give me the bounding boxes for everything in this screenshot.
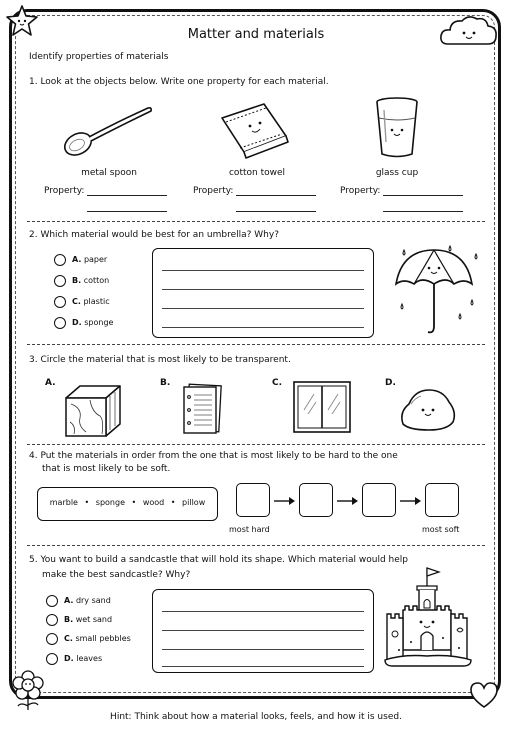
- answer-line: [162, 289, 364, 290]
- answer-line: [162, 611, 364, 612]
- property-label-2: Property:: [193, 186, 234, 196]
- q1-prompt: 1. Look at the objects below. Write one property for each material.: [29, 77, 329, 87]
- heart-icon: [468, 680, 500, 710]
- word-marble[interactable]: marble: [49, 498, 78, 507]
- q3-letter-d: D.: [385, 378, 396, 388]
- answer-line[interactable]: [236, 211, 316, 212]
- q5-option-d: D. leaves: [64, 654, 103, 663]
- q5-option-c: C. small pebbles: [64, 634, 131, 643]
- q5-prompt-line2: make the best sandcastle? Why?: [42, 570, 191, 580]
- answer-line: [162, 666, 364, 667]
- option-circle[interactable]: [46, 614, 58, 626]
- section-divider: [27, 545, 485, 546]
- spoon-icon: [62, 104, 154, 160]
- property-label-3: Property:: [340, 186, 381, 196]
- section-divider: [27, 344, 485, 345]
- flower-icon: [8, 668, 48, 712]
- option-circle[interactable]: [54, 254, 66, 266]
- q3-letter-c: C.: [272, 378, 283, 388]
- q4-prompt-line1: 4. Put the materials in order from the one that is most likely to be hard to the one: [29, 451, 398, 461]
- bullet: •: [84, 498, 90, 507]
- answer-line: [162, 649, 364, 650]
- q3-letter-b: B.: [160, 378, 171, 388]
- order-box-2[interactable]: [299, 483, 333, 517]
- q2-option-a: A. paper: [72, 255, 108, 264]
- window-glass-icon[interactable]: [292, 380, 352, 434]
- page-title: Matter and materials: [187, 27, 325, 42]
- option-circle[interactable]: [46, 595, 58, 607]
- option-circle[interactable]: [46, 633, 58, 645]
- answer-line[interactable]: [383, 195, 463, 196]
- order-box-4[interactable]: [425, 483, 459, 517]
- q3-letter-a: A.: [45, 378, 56, 388]
- q2-prompt: 2. Which material would be best for an umbrella? Why?: [29, 230, 279, 240]
- answer-line: [162, 327, 364, 328]
- option-circle[interactable]: [54, 317, 66, 329]
- subtitle: Identify properties of materials: [29, 52, 169, 62]
- word-sponge[interactable]: sponge: [95, 498, 125, 507]
- rock-icon[interactable]: [397, 384, 459, 432]
- towel-label: cotton towel: [228, 168, 286, 178]
- section-divider: [27, 444, 485, 445]
- q5-prompt-line1: 5. You want to build a sandcastle that will hold its shape. Which material would help: [29, 555, 409, 565]
- arrow-right-icon: [400, 496, 422, 506]
- answer-line: [162, 270, 364, 271]
- glass-label: glass cup: [375, 168, 419, 178]
- answer-line: [162, 308, 364, 309]
- arrow-right-icon: [337, 496, 359, 506]
- q2-option-b: B. cotton: [72, 276, 110, 285]
- q2-option-d: D. sponge: [72, 318, 114, 327]
- order-box-1[interactable]: [236, 483, 270, 517]
- answer-line[interactable]: [87, 195, 167, 196]
- wood-block-icon[interactable]: [62, 382, 124, 440]
- most-soft-label: most soft: [422, 525, 460, 534]
- answer-box[interactable]: [152, 589, 374, 673]
- section-divider: [27, 221, 485, 222]
- answer-box[interactable]: [152, 248, 374, 338]
- paper-icon[interactable]: [180, 383, 224, 435]
- most-hard-label: most hard: [229, 525, 270, 534]
- sandcastle-icon: [383, 564, 473, 670]
- arrow-right-icon: [274, 496, 296, 506]
- option-circle[interactable]: [46, 653, 58, 665]
- word-wood[interactable]: wood: [142, 498, 165, 507]
- bullet: •: [131, 498, 137, 507]
- glass-cup-icon: [374, 96, 420, 160]
- answer-line[interactable]: [236, 195, 316, 196]
- q5-option-b: B. wet sand: [64, 615, 113, 624]
- towel-icon: [216, 98, 292, 160]
- order-box-3[interactable]: [362, 483, 396, 517]
- option-circle[interactable]: [54, 296, 66, 308]
- word-pillow[interactable]: pillow: [182, 498, 206, 507]
- word-bank-items: [37, 498, 218, 507]
- answer-line: [162, 630, 364, 631]
- bullet: •: [170, 498, 176, 507]
- option-circle[interactable]: [54, 275, 66, 287]
- q2-option-c: C. plastic: [72, 297, 110, 306]
- q5-option-a: A. dry sand: [64, 596, 111, 605]
- spoon-label: metal spoon: [81, 168, 137, 178]
- hint-text: Hint: Think about how a material looks, feels, and how it is used.: [110, 712, 402, 722]
- q4-prompt-line2: that is most likely to be soft.: [42, 464, 171, 474]
- property-label-1: Property:: [44, 186, 85, 196]
- answer-line[interactable]: [383, 211, 463, 212]
- umbrella-icon: [390, 242, 486, 338]
- q3-prompt: 3. Circle the material that is most likely to be transparent.: [29, 355, 291, 365]
- answer-line[interactable]: [87, 211, 167, 212]
